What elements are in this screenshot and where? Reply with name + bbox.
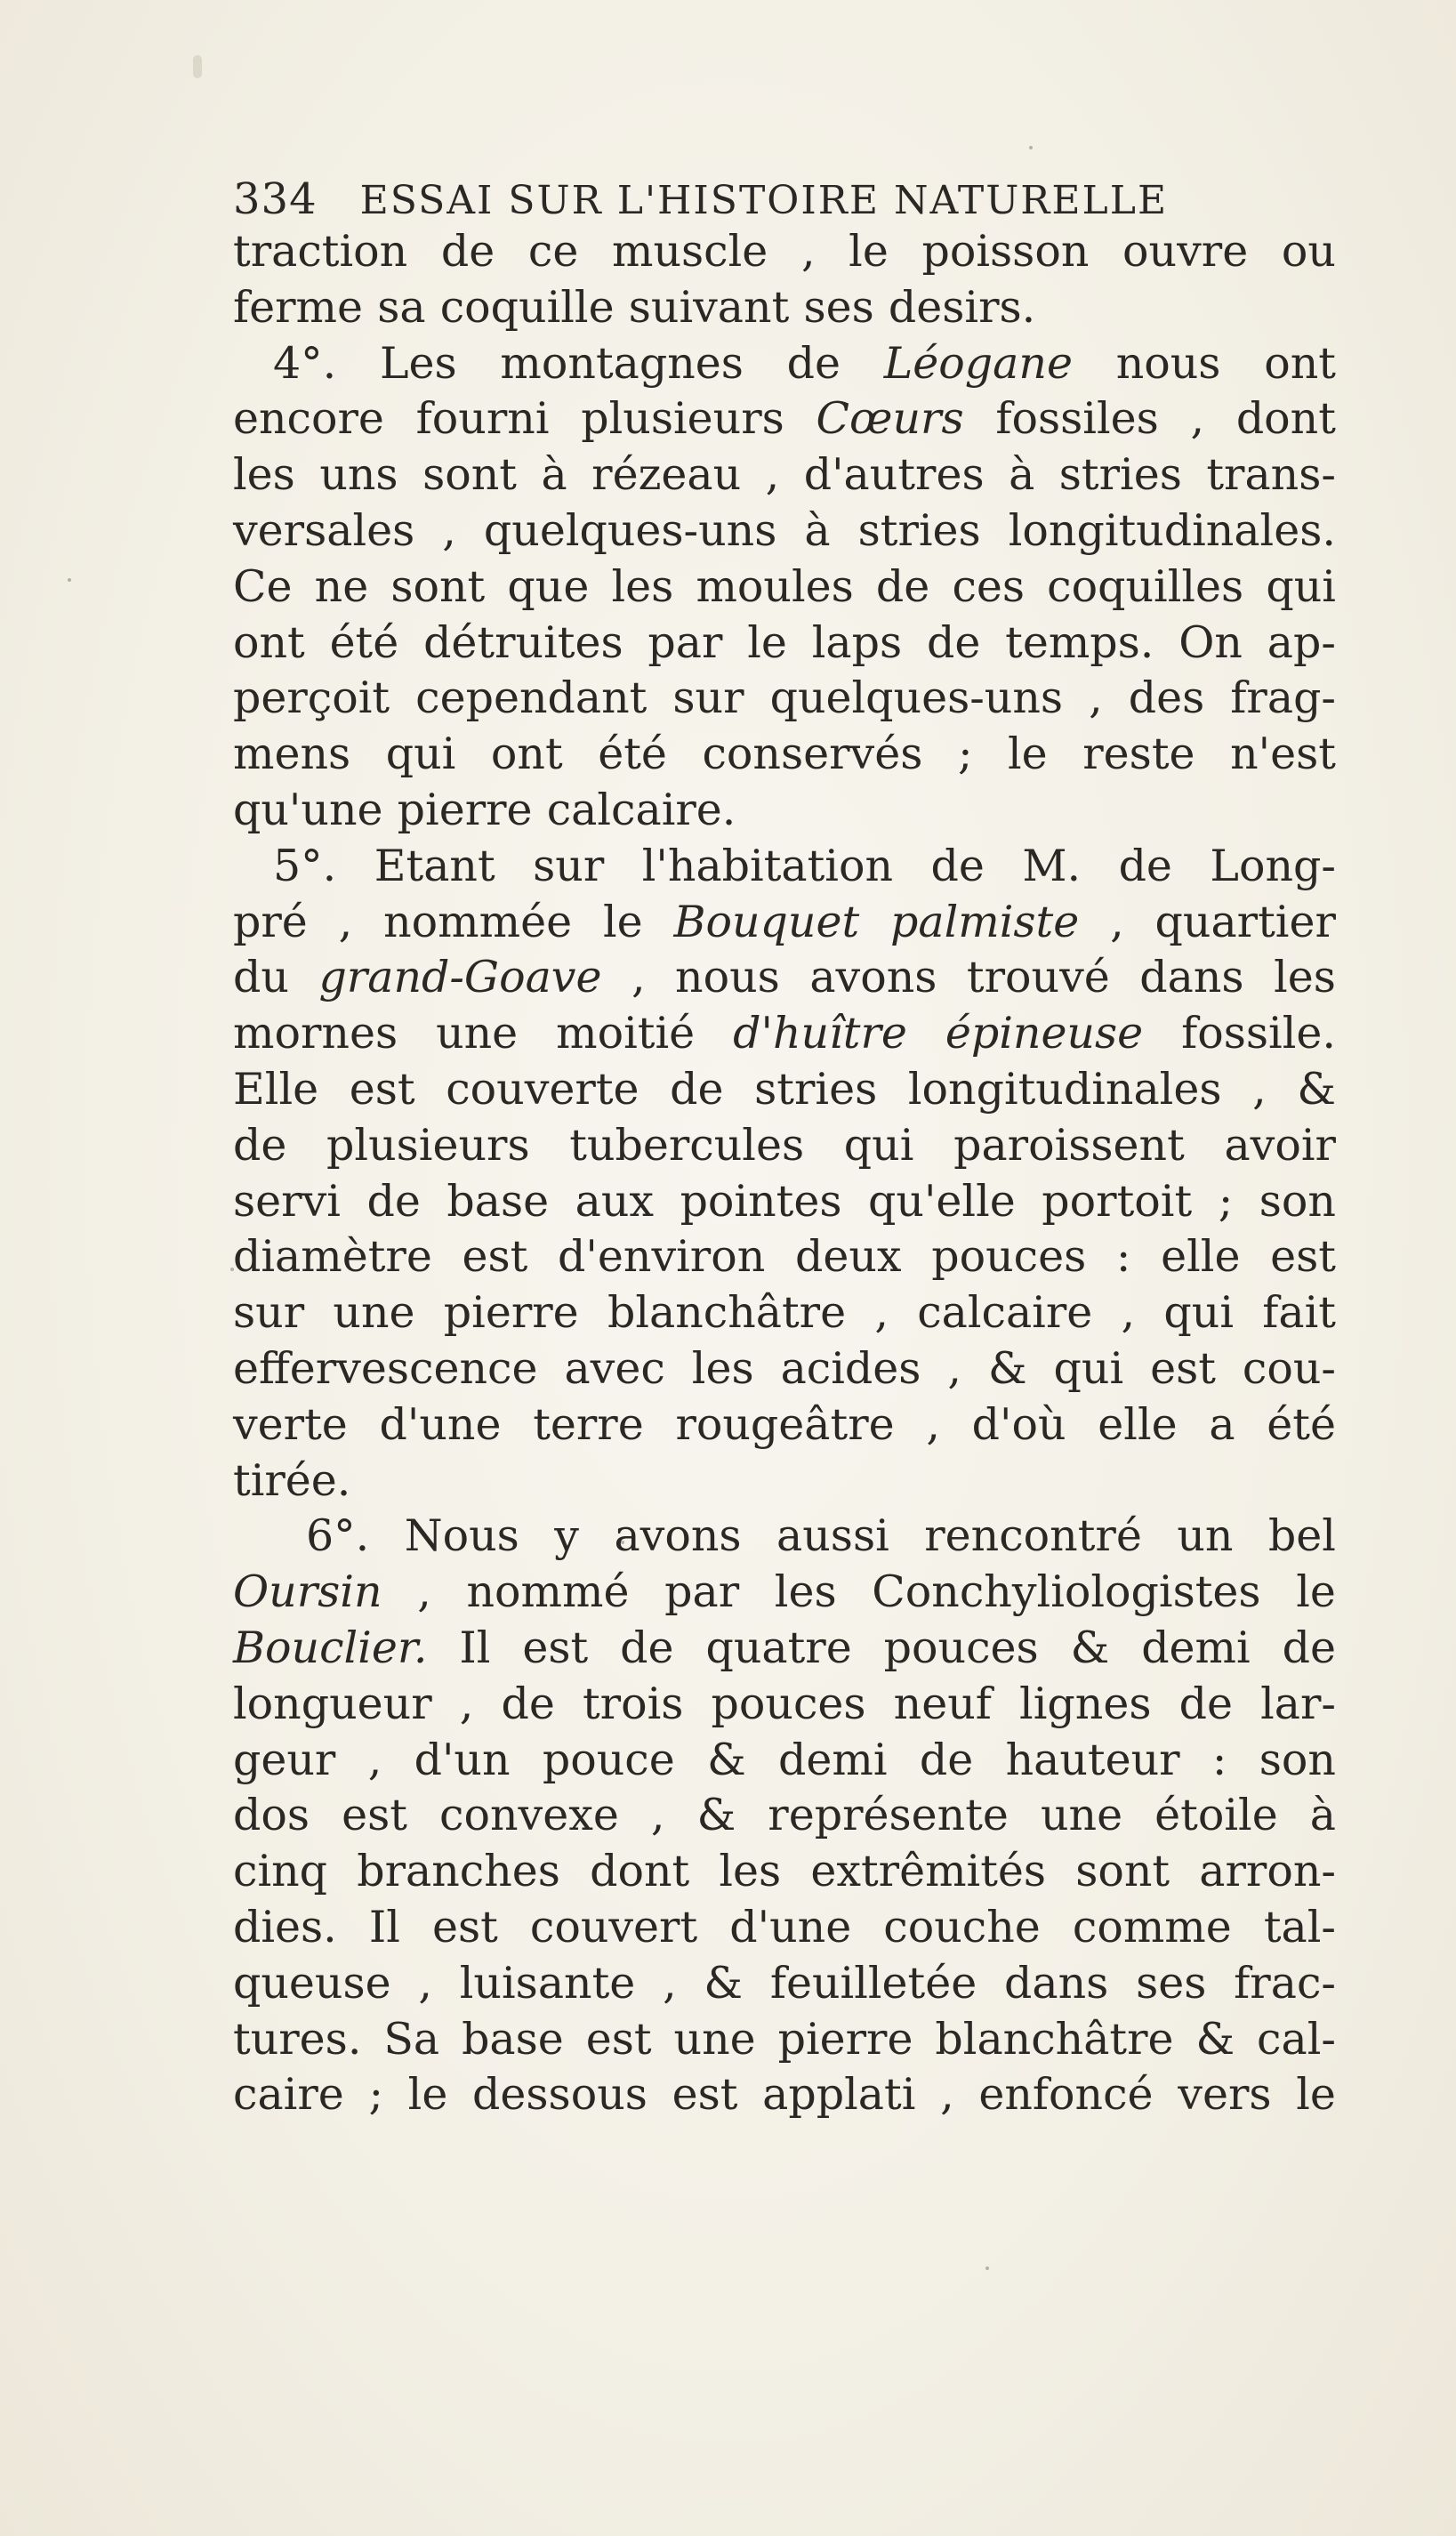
text-line: du grand-Goave , nous avons trouvé dans les (233, 952, 1336, 1003)
text-line: 4°. Les montagnes de Léogane nous ont (273, 337, 1336, 389)
text-line: mens qui ont été conservés ; le reste n'est (233, 729, 1336, 780)
text-line: 5°. Etant sur l'habitation de M. de Long- (273, 840, 1336, 891)
text-line: versales , quelques-uns à stries longitudinales. (233, 504, 1336, 556)
text-line: caire ; le dessous est applati , enfoncé vers le (233, 2069, 1336, 2121)
text-line: tures. Sa base est une pierre blanchâtre & cal- (233, 2013, 1336, 2065)
text-line: pré , nommée le Bouquet palmiste , quartier (233, 896, 1336, 947)
text-line: sur une pierre blanchâtre , calcaire , qui fait (233, 1287, 1336, 1339)
paper-speck (68, 578, 71, 582)
page-number: 334 (233, 174, 318, 224)
text-line: longueur , de trois pouces neuf lignes de lar- (233, 1678, 1336, 1729)
text-line: 6°. Nous y avons aussi rencontré un bel (306, 1510, 1336, 1562)
text-line: verte d'une terre rougeâtre , d'où elle a été (233, 1398, 1336, 1450)
text-line: ont été détruites par le laps de temps. On ap- (233, 616, 1336, 668)
paper-speck (1029, 146, 1033, 149)
text-line: mornes une moitié d'huître épineuse fossile. (233, 1008, 1336, 1059)
text-line: ferme sa coquille suivant ses desirs. (233, 281, 1036, 333)
text-line: servi de base aux pointes qu'elle portoit ; son (233, 1175, 1336, 1227)
text-line: Elle est couverte de stries longitudinales , & (233, 1063, 1336, 1115)
text-line: dos est convexe , & représente une étoile à (233, 1790, 1336, 1841)
text-line: effervescence avec les acides , & qui est cou- (233, 1342, 1336, 1394)
text-line: queuse , luisante , & feuilletée dans ses frac- (233, 1957, 1336, 2009)
text-line: cinq branches dont les extrêmités sont arron- (233, 1846, 1336, 1897)
text-line: traction de ce muscle , le poisson ouvre ou (233, 226, 1336, 277)
text-line: geur , d'un pouce & demi de hauteur : son (233, 1734, 1336, 1785)
running-title: ESSAI SUR L'HISTOIRE NATURELLE (359, 178, 1169, 223)
text-line: de plusieurs tubercules qui paroissent avoir (233, 1119, 1336, 1171)
text-line: perçoit cependant sur quelques-uns , des frag- (233, 672, 1336, 724)
text-line: les uns sont à rézeau , d'autres à stries trans- (233, 449, 1336, 501)
text-line: tirée. (233, 1454, 351, 1506)
text-line: Ce ne sont que les moules de ces coquilles qui (233, 560, 1336, 612)
text-line: Oursin , nommé par les Conchyliologistes le (233, 1566, 1336, 1618)
text-line: dies. Il est couvert d'une couche comme tal- (233, 1901, 1336, 1952)
paper-stain (193, 55, 202, 78)
text-line: Bouclier. Il est de quatre pouces & demi de (233, 1622, 1336, 1673)
body-text (233, 224, 1336, 2123)
text-line: qu'une pierre calcaire. (233, 784, 736, 835)
text-line: diamètre est d'environ deux pouces : elle est (233, 1231, 1336, 1283)
text-block (233, 174, 1336, 2123)
paper-speck (985, 2266, 989, 2270)
running-head (233, 174, 1336, 224)
text-line: encore fourni plusieurs Cœurs fossiles , dont (233, 393, 1336, 445)
